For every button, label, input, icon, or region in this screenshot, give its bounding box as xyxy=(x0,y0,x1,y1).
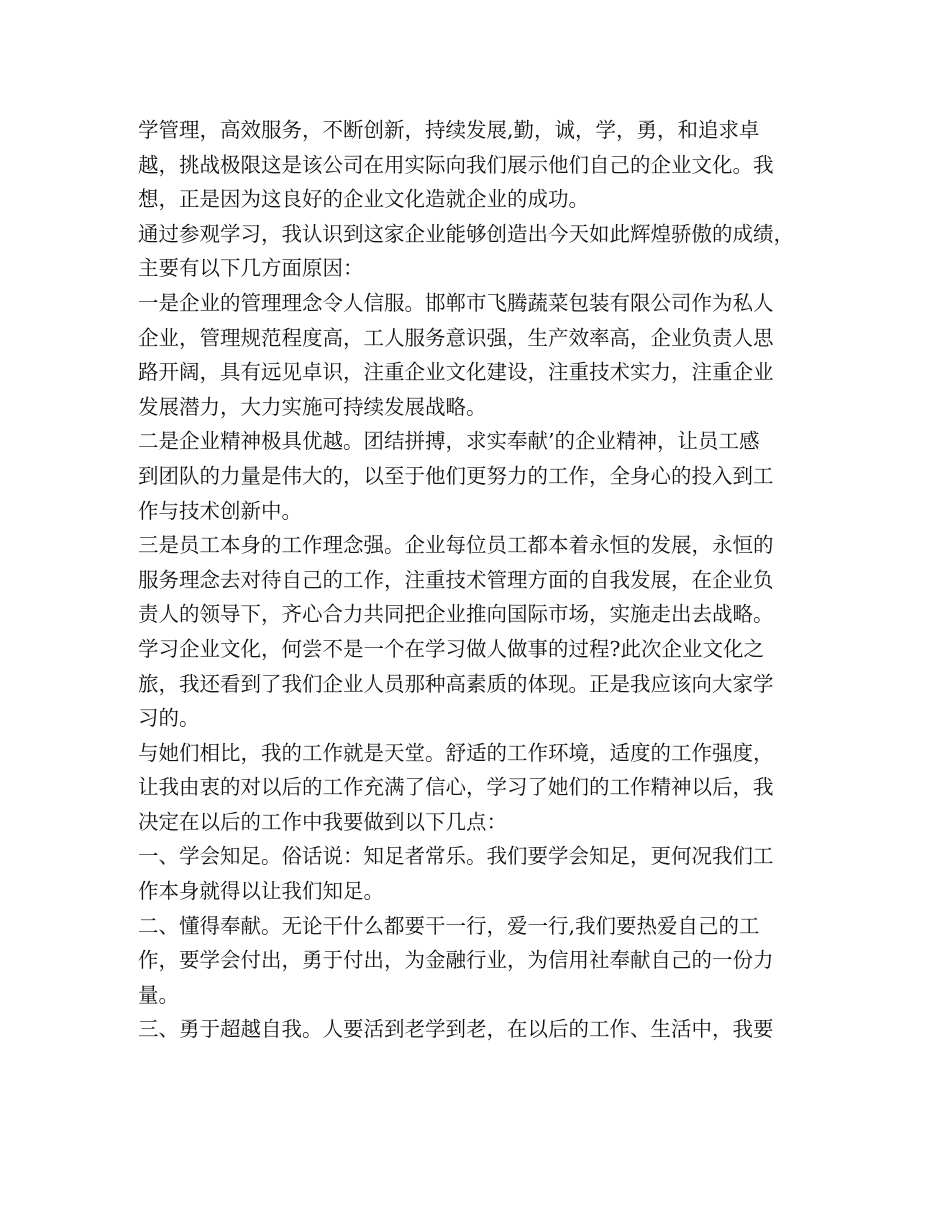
text-line: 作与技术创新中。 xyxy=(138,498,302,523)
text-line: 学管理，高效服务，不断创新，持续发展,勤，诚，学，勇，和追求卓 xyxy=(138,118,760,142)
text-line: 通过参观学习，我认识到这家企业能够创造出今天如此辉煌骄傲的成绩， xyxy=(138,221,794,246)
text-line: 作本身就得以让我们知足。 xyxy=(138,879,384,904)
text-line: 作，要学会付出，勇于付出，为金融行业，为信用社奉献自己的一份力 xyxy=(138,948,774,973)
text-line: 三是员工本身的工作理念强。企业每位员工都本着永恒的发展，永恒的 xyxy=(138,533,774,558)
text-line: 路开阔，具有远见卓识，注重企业文化建设，注重技术实力，注重企业 xyxy=(138,360,774,385)
text-line: 想，正是因为这良好的企业文化造就企业的成功。 xyxy=(138,187,589,212)
text-line: 让我由衷的对以后的工作充满了信心，学习了她们的工作精神以后，我 xyxy=(138,775,774,800)
text-line: 二、懂得奉献。无论干什么都要干一行，爱一行,我们要热爱自己的工 xyxy=(138,913,760,938)
text-line: 主要有以下几方面原因： xyxy=(138,256,364,281)
body-text xyxy=(138,113,828,1047)
text-line: 责人的领导下，齐心合力共同把企业推向国际市场，实施走出去战略。 xyxy=(138,602,774,627)
text-line: 旅，我还看到了我们企业人员那种高素质的体现。正是我应该向大家学 xyxy=(138,671,774,696)
text-line: 量。 xyxy=(138,982,179,1007)
text-line: 三、勇于超越自我。人要活到老学到老，在以后的工作、生活中，我要 xyxy=(138,1017,774,1042)
text-line: 二是企业精神极具优越。团结拼搏，求实奉献’的企业精神，让员工感 xyxy=(138,429,760,454)
text-line: 决定在以后的工作中我要做到以下几点： xyxy=(138,809,507,834)
text-line: 学习企业文化，何尝不是一个在学习做人做事的过程?此次企业文化之 xyxy=(138,636,764,661)
text-line: 与她们相比，我的工作就是天堂。舒适的工作环境，适度的工作强度， xyxy=(138,740,774,765)
text-line: 越，挑战极限这是该公司在用实际向我们展示他们自己的企业文化。我 xyxy=(138,152,774,177)
text-line: 服务理念去对待自己的工作，注重技术管理方面的自我发展，在企业负 xyxy=(138,567,774,592)
text-line: 企业，管理规范程度高，工人服务意识强，生产效率高，企业负责人思 xyxy=(138,325,774,350)
text-line: 一、学会知足。俗话说：知足者常乐。我们要学会知足，更何况我们工 xyxy=(138,844,774,869)
text-line: 习的。 xyxy=(138,706,200,731)
text-line: 一是企业的管理理念令人信服。邯郸市飞腾蔬菜包装有限公司作为私人 xyxy=(138,290,774,315)
text-line: 发展潜力，大力实施可持续发展战略。 xyxy=(138,394,487,419)
text-line: 到团队的力量是伟大的，以至于他们更努力的工作，全身心的投入到工 xyxy=(138,463,774,488)
